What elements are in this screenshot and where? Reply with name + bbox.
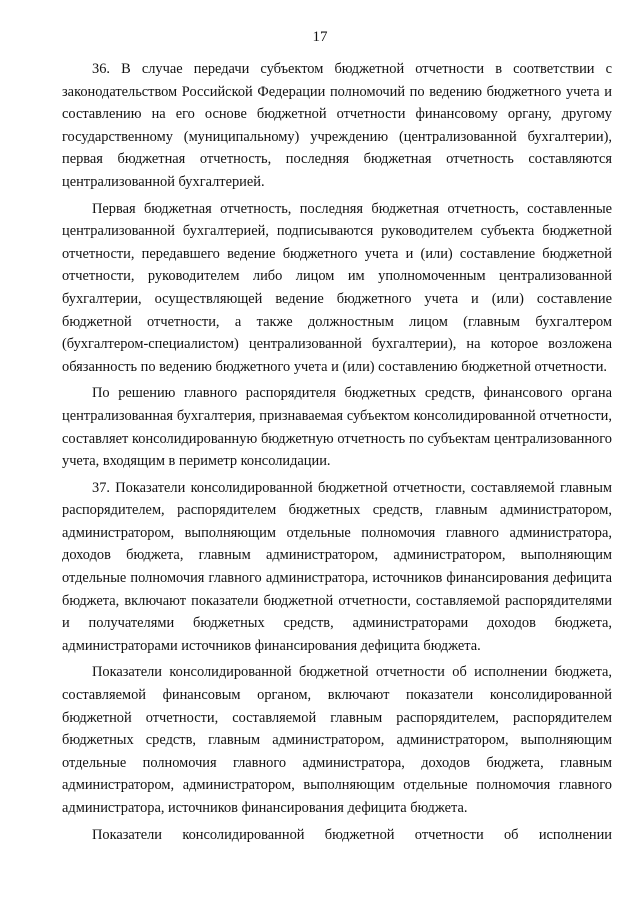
paragraph-36: 36. В случае передачи субъектом бюджетной отчетности в соответствии с законодательством Российской Федерации полномочий по ведению бюджетного учета и составлению на его основе бюджетной отчетности финансовому органу, другому государственному (муниципальному) учреждению (централизованной бухгалтерии), первая бюджетная отчетность, последняя бюджетная отчетность составляются централизованной бухгалтерией. <box>62 61 612 190</box>
document-body <box>62 58 612 850</box>
paragraph-37: 37. Показатели консолидированной бюджетной отчетности, составляемой главным распорядителем, распорядителем бюджетных средств, главным администратором, администратором, выполняющим отдельные полномочия главного администратора, доходов бюджета, главным администратором, администратором, выполняющим отдельные полномочия главного администратора, источников финансирования дефицита бюджета, включают показатели бюджетной отчетности, составляемой распорядителями и получателями бюджетных средств, администраторами доходов бюджета, администраторами источников финансирования дефицита бюджета. <box>62 479 612 654</box>
page-number: 17 <box>312 29 328 45</box>
paragraph-continued: Показатели консолидированной бюджетной отчетности об исполнении <box>92 826 612 843</box>
paragraph-consolidation-decision: По решению главного распорядителя бюджетных средств, финансового органа централизованная бухгалтерия, признаваемая субъектом консолидированной отчетности, составляет консолидированную бюджетную отчетность по субъектам централизованного учета, входящим в периметр консолидации. <box>62 385 612 470</box>
paragraph-financial-body-indicators: Показатели консолидированной бюджетной отчетности об исполнении бюджета, составляемой финансовым органом, включают показатели консолидированной бюджетной отчетности, составляемой главным распорядителем, распорядителем бюджетных средств, главным администратором, администратором, выполняющим отдельные полномочия главного администратора, доходов бюджета, главным администратором, администратором, выполняющим отдельные полномочия главного администратора, источников финансирования дефицита бюджета. <box>62 664 612 816</box>
paragraph-first-report-signing: Первая бюджетная отчетность, последняя бюджетная отчетность, составленные централизованной бухгалтерией, подписываются руководителем субъекта бюджетной отчетности, передавшего ведение бюджетного учета и (или) составление бюджетной отчетности, руководителем либо лицом им уполномоченным централизованной бухгалтерии, осуществляющей ведение бюджетного учета и (или) составление бюджетной отчетности, а также должностным лицом (главным бухгалтером (бухгалтером-специалистом) централизованной бухгалтерии), на которое возложена обязанность по ведению бюджетного учета и (или) составлению бюджетной отчетности. <box>62 200 612 375</box>
